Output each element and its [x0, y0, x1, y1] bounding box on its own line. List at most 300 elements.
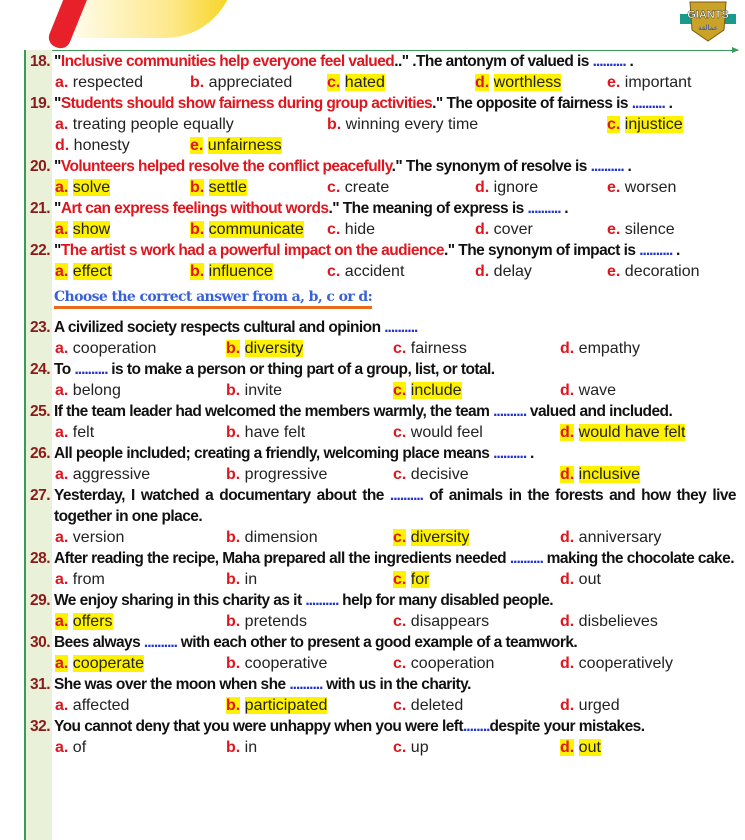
stem-text: She was over the moon when she — [54, 676, 290, 693]
option-text: fairness — [410, 340, 467, 357]
options-row — [30, 72, 736, 93]
option-text: participated — [244, 697, 328, 714]
option-a[interactable] — [55, 422, 94, 443]
option-letter: a. — [55, 739, 69, 756]
stem-text: ." The synonym of impact is — [443, 242, 640, 259]
decorative-banner — [75, 0, 235, 38]
option-d[interactable] — [560, 611, 658, 632]
option-d[interactable] — [560, 527, 661, 548]
stem-text: Bees always — [54, 634, 144, 651]
option-a[interactable] — [55, 653, 144, 674]
question-number: 30. — [30, 634, 51, 651]
question-number: 28. — [30, 550, 51, 567]
option-letter: d. — [560, 697, 575, 714]
option-a[interactable] — [55, 737, 86, 758]
option-text: of — [72, 739, 87, 756]
options-row — [30, 219, 736, 240]
option-letter: a. — [55, 116, 69, 133]
option-text: worsen — [624, 179, 677, 196]
option-b[interactable] — [226, 737, 257, 758]
option-text: settle — [208, 179, 247, 196]
option-a[interactable] — [55, 464, 150, 485]
option-d[interactable] — [475, 219, 533, 240]
option-letter: b. — [226, 739, 241, 756]
option-letter: c. — [393, 613, 407, 630]
option-c[interactable] — [327, 261, 404, 282]
option-letter: e. — [607, 179, 621, 196]
option-a[interactable] — [55, 380, 121, 401]
answer-blank: .......... — [389, 487, 423, 504]
option-a[interactable] — [55, 695, 129, 716]
option-b[interactable] — [226, 569, 257, 590]
option-text: for — [410, 571, 430, 588]
option-letter: a. — [55, 529, 69, 546]
option-text: unfairness — [207, 137, 282, 154]
svg-text:عمالقة: عمالقة — [698, 24, 718, 32]
option-text: cooperatively — [578, 655, 673, 672]
option-letter: d. — [560, 424, 575, 441]
option-a[interactable] — [55, 338, 156, 359]
answer-blank: .......... — [631, 95, 665, 112]
option-letter: b. — [226, 466, 241, 483]
stem-text: " — [54, 53, 61, 70]
option-letter: b. — [226, 697, 241, 714]
option-letter: a. — [55, 697, 69, 714]
option-text: injustice — [624, 116, 683, 133]
option-letter: b. — [226, 424, 241, 441]
option-letter: a. — [55, 424, 69, 441]
answer-blank: .......... — [74, 361, 108, 378]
stem-text: " — [54, 158, 61, 175]
option-letter: c. — [607, 116, 621, 133]
stem-text: To — [54, 361, 75, 378]
option-b[interactable] — [226, 380, 282, 401]
stem-text: " — [54, 242, 61, 259]
option-letter: b. — [190, 263, 205, 280]
option-text: disbelieves — [578, 613, 658, 630]
option-text: winning every time — [345, 116, 479, 133]
option-d[interactable] — [55, 135, 130, 156]
option-text: cooperative — [244, 655, 328, 672]
option-letter: c. — [327, 179, 341, 196]
option-letter: b. — [226, 340, 241, 357]
option-text: worthless — [493, 74, 562, 91]
option-letter: d. — [560, 340, 575, 357]
option-c[interactable] — [327, 177, 389, 198]
option-letter: c. — [327, 221, 341, 238]
stem-text: . — [664, 95, 673, 112]
option-text: create — [344, 179, 390, 196]
option-a[interactable] — [55, 72, 143, 93]
stem-text: . — [560, 200, 569, 217]
option-letter: c. — [393, 466, 407, 483]
option-text: would have felt — [578, 424, 686, 441]
question-stem — [30, 240, 736, 261]
options-row — [30, 464, 736, 485]
stem-text: Yesterday, I watched a documentary about the — [54, 487, 390, 504]
option-c[interactable] — [327, 72, 385, 93]
option-d[interactable] — [560, 380, 616, 401]
options-row — [30, 422, 736, 443]
options-row — [30, 527, 736, 548]
option-letter: b. — [226, 529, 241, 546]
option-text: hated — [344, 74, 385, 91]
options-row — [30, 695, 736, 716]
option-text: diversity — [410, 529, 470, 546]
question-number: 26. — [30, 445, 51, 462]
option-letter: b. — [190, 179, 205, 196]
answer-blank: .......... — [384, 319, 418, 336]
option-letter: e. — [607, 221, 621, 238]
option-text: disappears — [410, 613, 490, 630]
question-22 — [30, 240, 736, 282]
question-stem — [30, 674, 736, 695]
option-letter: c. — [393, 424, 407, 441]
option-letter: c. — [393, 340, 407, 357]
question-31 — [30, 674, 736, 716]
stem-text: .." .The antonym of valued is — [394, 53, 593, 70]
option-letter: a. — [55, 466, 69, 483]
question-stem — [30, 443, 736, 464]
question-stem — [30, 156, 736, 177]
question-stem — [30, 485, 736, 527]
option-c[interactable] — [393, 338, 467, 359]
option-a[interactable] — [55, 527, 124, 548]
option-d[interactable] — [475, 177, 538, 198]
option-text: anniversary — [578, 529, 662, 546]
option-b[interactable] — [190, 72, 292, 93]
option-letter: b. — [226, 613, 241, 630]
option-letter: c. — [327, 263, 341, 280]
option-letter: b. — [190, 74, 205, 91]
option-d[interactable] — [560, 338, 640, 359]
option-letter: d. — [560, 466, 575, 483]
option-text: up — [410, 739, 429, 756]
option-letter: c. — [393, 529, 407, 546]
option-e[interactable] — [607, 72, 692, 93]
answer-blank: .......... — [493, 445, 527, 462]
stem-text: of animals in the forests and how they live together in one place. — [54, 487, 736, 525]
option-d[interactable] — [560, 569, 601, 590]
question-number: 32. — [30, 718, 51, 735]
option-letter: c. — [393, 739, 407, 756]
option-a[interactable] — [55, 114, 234, 135]
giants-logo — [680, 0, 736, 42]
options-row — [30, 737, 736, 758]
option-letter: a. — [55, 263, 69, 280]
option-letter: a. — [55, 382, 69, 399]
option-c[interactable] — [607, 114, 683, 135]
option-text: include — [410, 382, 462, 399]
option-text: out — [578, 739, 601, 756]
option-e[interactable] — [190, 135, 282, 156]
question-stem — [30, 317, 736, 338]
option-b[interactable] — [226, 338, 303, 359]
option-letter: c. — [393, 697, 407, 714]
option-text: cooperation — [72, 340, 157, 357]
options-row — [30, 177, 736, 198]
stem-text: with each other to present a good example of a teamwork. — [177, 634, 578, 651]
option-letter: c. — [327, 74, 341, 91]
options-row — [30, 380, 736, 401]
option-letter: d. — [475, 179, 490, 196]
option-text: in — [244, 571, 258, 588]
option-e[interactable] — [607, 261, 700, 282]
question-number: 22. — [30, 242, 51, 259]
option-text: appreciated — [208, 74, 293, 91]
answer-blank: .......... — [590, 158, 624, 175]
option-text: out — [578, 571, 601, 588]
stem-text: After reading the recipe, Maha prepared all the ingredients needed — [54, 550, 510, 567]
option-b[interactable] — [226, 611, 307, 632]
option-b[interactable] — [226, 464, 327, 485]
answer-blank: .......... — [592, 53, 626, 70]
option-c[interactable] — [393, 653, 494, 674]
stem-text: making the chocolate cake. — [542, 550, 734, 567]
option-text: aggressive — [72, 466, 151, 483]
option-b[interactable] — [226, 527, 318, 548]
option-text: deleted — [410, 697, 464, 714]
answer-blank: .......... — [509, 550, 543, 567]
option-letter: d. — [560, 655, 575, 672]
option-b[interactable] — [190, 261, 273, 282]
stem-text: " — [54, 200, 61, 217]
option-d[interactable] — [560, 737, 601, 758]
question-number: 25. — [30, 403, 51, 420]
option-c[interactable] — [393, 695, 463, 716]
options-row — [30, 653, 736, 674]
option-letter: a. — [55, 221, 69, 238]
option-letter: a. — [55, 340, 69, 357]
stem-text: with us in the charity. — [322, 676, 471, 693]
option-text: decisive — [410, 466, 469, 483]
option-text: dimension — [244, 529, 318, 546]
option-letter: e. — [190, 137, 204, 154]
question-number: 27. — [30, 487, 51, 504]
option-letter: d. — [560, 529, 575, 546]
question-28 — [30, 548, 736, 590]
stem-text: . — [526, 445, 534, 462]
option-b[interactable] — [190, 219, 304, 240]
option-text: offers — [72, 613, 113, 630]
option-letter: d. — [560, 382, 575, 399]
option-letter: d. — [560, 613, 575, 630]
option-d[interactable] — [475, 261, 532, 282]
answer-blank: .......... — [527, 200, 561, 217]
question-stem — [30, 51, 736, 72]
option-text: treating people equally — [72, 116, 234, 133]
answer-blank: .......... — [305, 592, 339, 609]
option-letter: c. — [393, 655, 407, 672]
question-18 — [30, 51, 736, 93]
question-stem — [30, 93, 736, 114]
option-text: invite — [244, 382, 283, 399]
question-number: 31. — [30, 676, 51, 693]
stem-text: If the team leader had welcomed the members warmly, the team — [54, 403, 494, 420]
option-text: inclusive — [578, 466, 641, 483]
option-letter: a. — [55, 74, 69, 91]
option-d[interactable] — [560, 464, 640, 485]
worksheet — [30, 51, 736, 758]
options-row — [30, 569, 736, 590]
option-e[interactable] — [607, 219, 675, 240]
option-text: from — [72, 571, 105, 588]
option-text: diversity — [244, 340, 304, 357]
option-b[interactable] — [327, 114, 478, 135]
option-d[interactable] — [560, 695, 620, 716]
option-c[interactable] — [393, 464, 469, 485]
answer-blank: ........ — [463, 718, 490, 735]
option-letter: b. — [226, 382, 241, 399]
answer-blank: .......... — [143, 634, 177, 651]
option-letter: d. — [475, 74, 490, 91]
svg-text:GIANTS: GIANTS — [687, 9, 729, 21]
stem-text: Art can express feelings without words — [60, 200, 329, 217]
options-row — [30, 114, 736, 135]
option-letter: d. — [475, 221, 490, 238]
option-letter: e. — [607, 263, 621, 280]
question-29 — [30, 590, 736, 632]
stem-text: ." The opposite of fairness is — [432, 95, 632, 112]
option-a[interactable] — [55, 611, 113, 632]
stem-text: " — [54, 95, 61, 112]
option-c[interactable] — [393, 527, 469, 548]
answer-blank: .......... — [493, 403, 527, 420]
option-b[interactable] — [190, 177, 247, 198]
option-letter: d. — [560, 571, 575, 588]
stem-text: . — [672, 242, 680, 259]
option-c[interactable] — [327, 219, 375, 240]
question-27 — [30, 485, 736, 548]
question-number: 19. — [30, 95, 51, 112]
option-b[interactable] — [226, 653, 327, 674]
stem-text: help for many disabled people. — [338, 592, 554, 609]
options-row — [30, 611, 736, 632]
stem-text: All people included; creating a friendly, welcoming place means — [54, 445, 494, 462]
option-c[interactable] — [393, 737, 429, 758]
question-25 — [30, 401, 736, 443]
option-text: delay — [493, 263, 532, 280]
option-text: affected — [72, 697, 130, 714]
question-stem — [30, 590, 736, 611]
question-stem — [30, 401, 736, 422]
question-number: 24. — [30, 361, 51, 378]
option-text: wave — [578, 382, 617, 399]
option-text: accident — [344, 263, 405, 280]
option-a[interactable] — [55, 569, 105, 590]
section-heading: Choose the correct answer from a, b, c or d: — [54, 288, 372, 309]
option-text: show — [72, 221, 111, 238]
option-letter: a. — [55, 655, 69, 672]
option-a[interactable] — [55, 177, 110, 198]
option-d[interactable] — [560, 653, 673, 674]
option-letter: b. — [226, 655, 241, 672]
option-letter: e. — [607, 74, 621, 91]
stem-text: valued and included. — [526, 403, 673, 420]
stem-text: despite your mistakes. — [489, 718, 645, 735]
option-letter: b. — [226, 571, 241, 588]
option-letter: d. — [560, 739, 575, 756]
option-letter: a. — [55, 571, 69, 588]
stem-text: Students should show fairness during group activities — [60, 95, 433, 112]
option-text: solve — [72, 179, 111, 196]
option-c[interactable] — [393, 422, 483, 443]
question-number: 20. — [30, 158, 51, 175]
question-number: 23. — [30, 319, 51, 336]
option-letter: c. — [393, 571, 407, 588]
option-b[interactable] — [226, 695, 327, 716]
stem-text: . — [623, 158, 632, 175]
stem-text: The artist s work had a powerful impact on the audience — [60, 242, 444, 259]
stem-text: A civilized society respects cultural and opinion — [54, 319, 385, 336]
option-letter: a. — [55, 613, 69, 630]
question-number: 29. — [30, 592, 51, 609]
option-text: silence — [624, 221, 675, 238]
option-a[interactable] — [55, 219, 110, 240]
question-number: 21. — [30, 200, 51, 217]
option-text: version — [72, 529, 125, 546]
stem-text: ." The synonym of resolve is — [391, 158, 591, 175]
option-letter: a. — [55, 179, 69, 196]
stem-text: You cannot deny that you were unhappy when you were left — [54, 718, 463, 735]
stem-text: . — [625, 53, 634, 70]
option-c[interactable] — [393, 380, 462, 401]
option-d[interactable] — [560, 422, 685, 443]
question-32 — [30, 716, 736, 758]
question-21 — [30, 198, 736, 240]
option-a[interactable] — [55, 261, 112, 282]
stem-text: Volunteers helped resolve the conflict peacefully — [60, 158, 392, 175]
question-stem — [30, 632, 736, 653]
options-row — [30, 338, 736, 359]
question-stem — [30, 716, 736, 737]
option-text: cover — [493, 221, 533, 238]
option-text: effect — [72, 263, 112, 280]
stem-text: is to make a person or thing part of a group, list, or total. — [107, 361, 495, 378]
option-letter: c. — [393, 382, 407, 399]
option-text: ignore — [493, 179, 539, 196]
options-row — [30, 135, 736, 156]
option-text: hide — [344, 221, 376, 238]
option-c[interactable] — [393, 611, 489, 632]
question-20 — [30, 156, 736, 198]
option-text: influence — [208, 263, 273, 280]
question-24 — [30, 359, 736, 401]
option-text: belong — [72, 382, 121, 399]
option-text: felt — [72, 424, 95, 441]
option-text: respected — [72, 74, 144, 91]
option-c[interactable] — [393, 569, 429, 590]
stem-text: ." The meaning of express is — [328, 200, 528, 217]
option-b[interactable] — [226, 422, 305, 443]
answer-blank: .......... — [289, 676, 323, 693]
question-19 — [30, 93, 736, 156]
option-text: pretends — [244, 613, 307, 630]
option-text: cooperate — [72, 655, 144, 672]
question-number: 18. — [30, 53, 51, 70]
option-text: empathy — [578, 340, 641, 357]
stem-text: Inclusive communities help everyone feel valued — [60, 53, 395, 70]
question-26 — [30, 443, 736, 485]
question-stem — [30, 548, 736, 569]
option-e[interactable] — [607, 177, 676, 198]
option-text: decoration — [624, 263, 700, 280]
stem-text: We enjoy sharing in this charity as it — [54, 592, 306, 609]
option-text: important — [624, 74, 692, 91]
option-letter: d. — [475, 263, 490, 280]
answer-blank: .......... — [639, 242, 673, 259]
option-d[interactable] — [475, 72, 561, 93]
